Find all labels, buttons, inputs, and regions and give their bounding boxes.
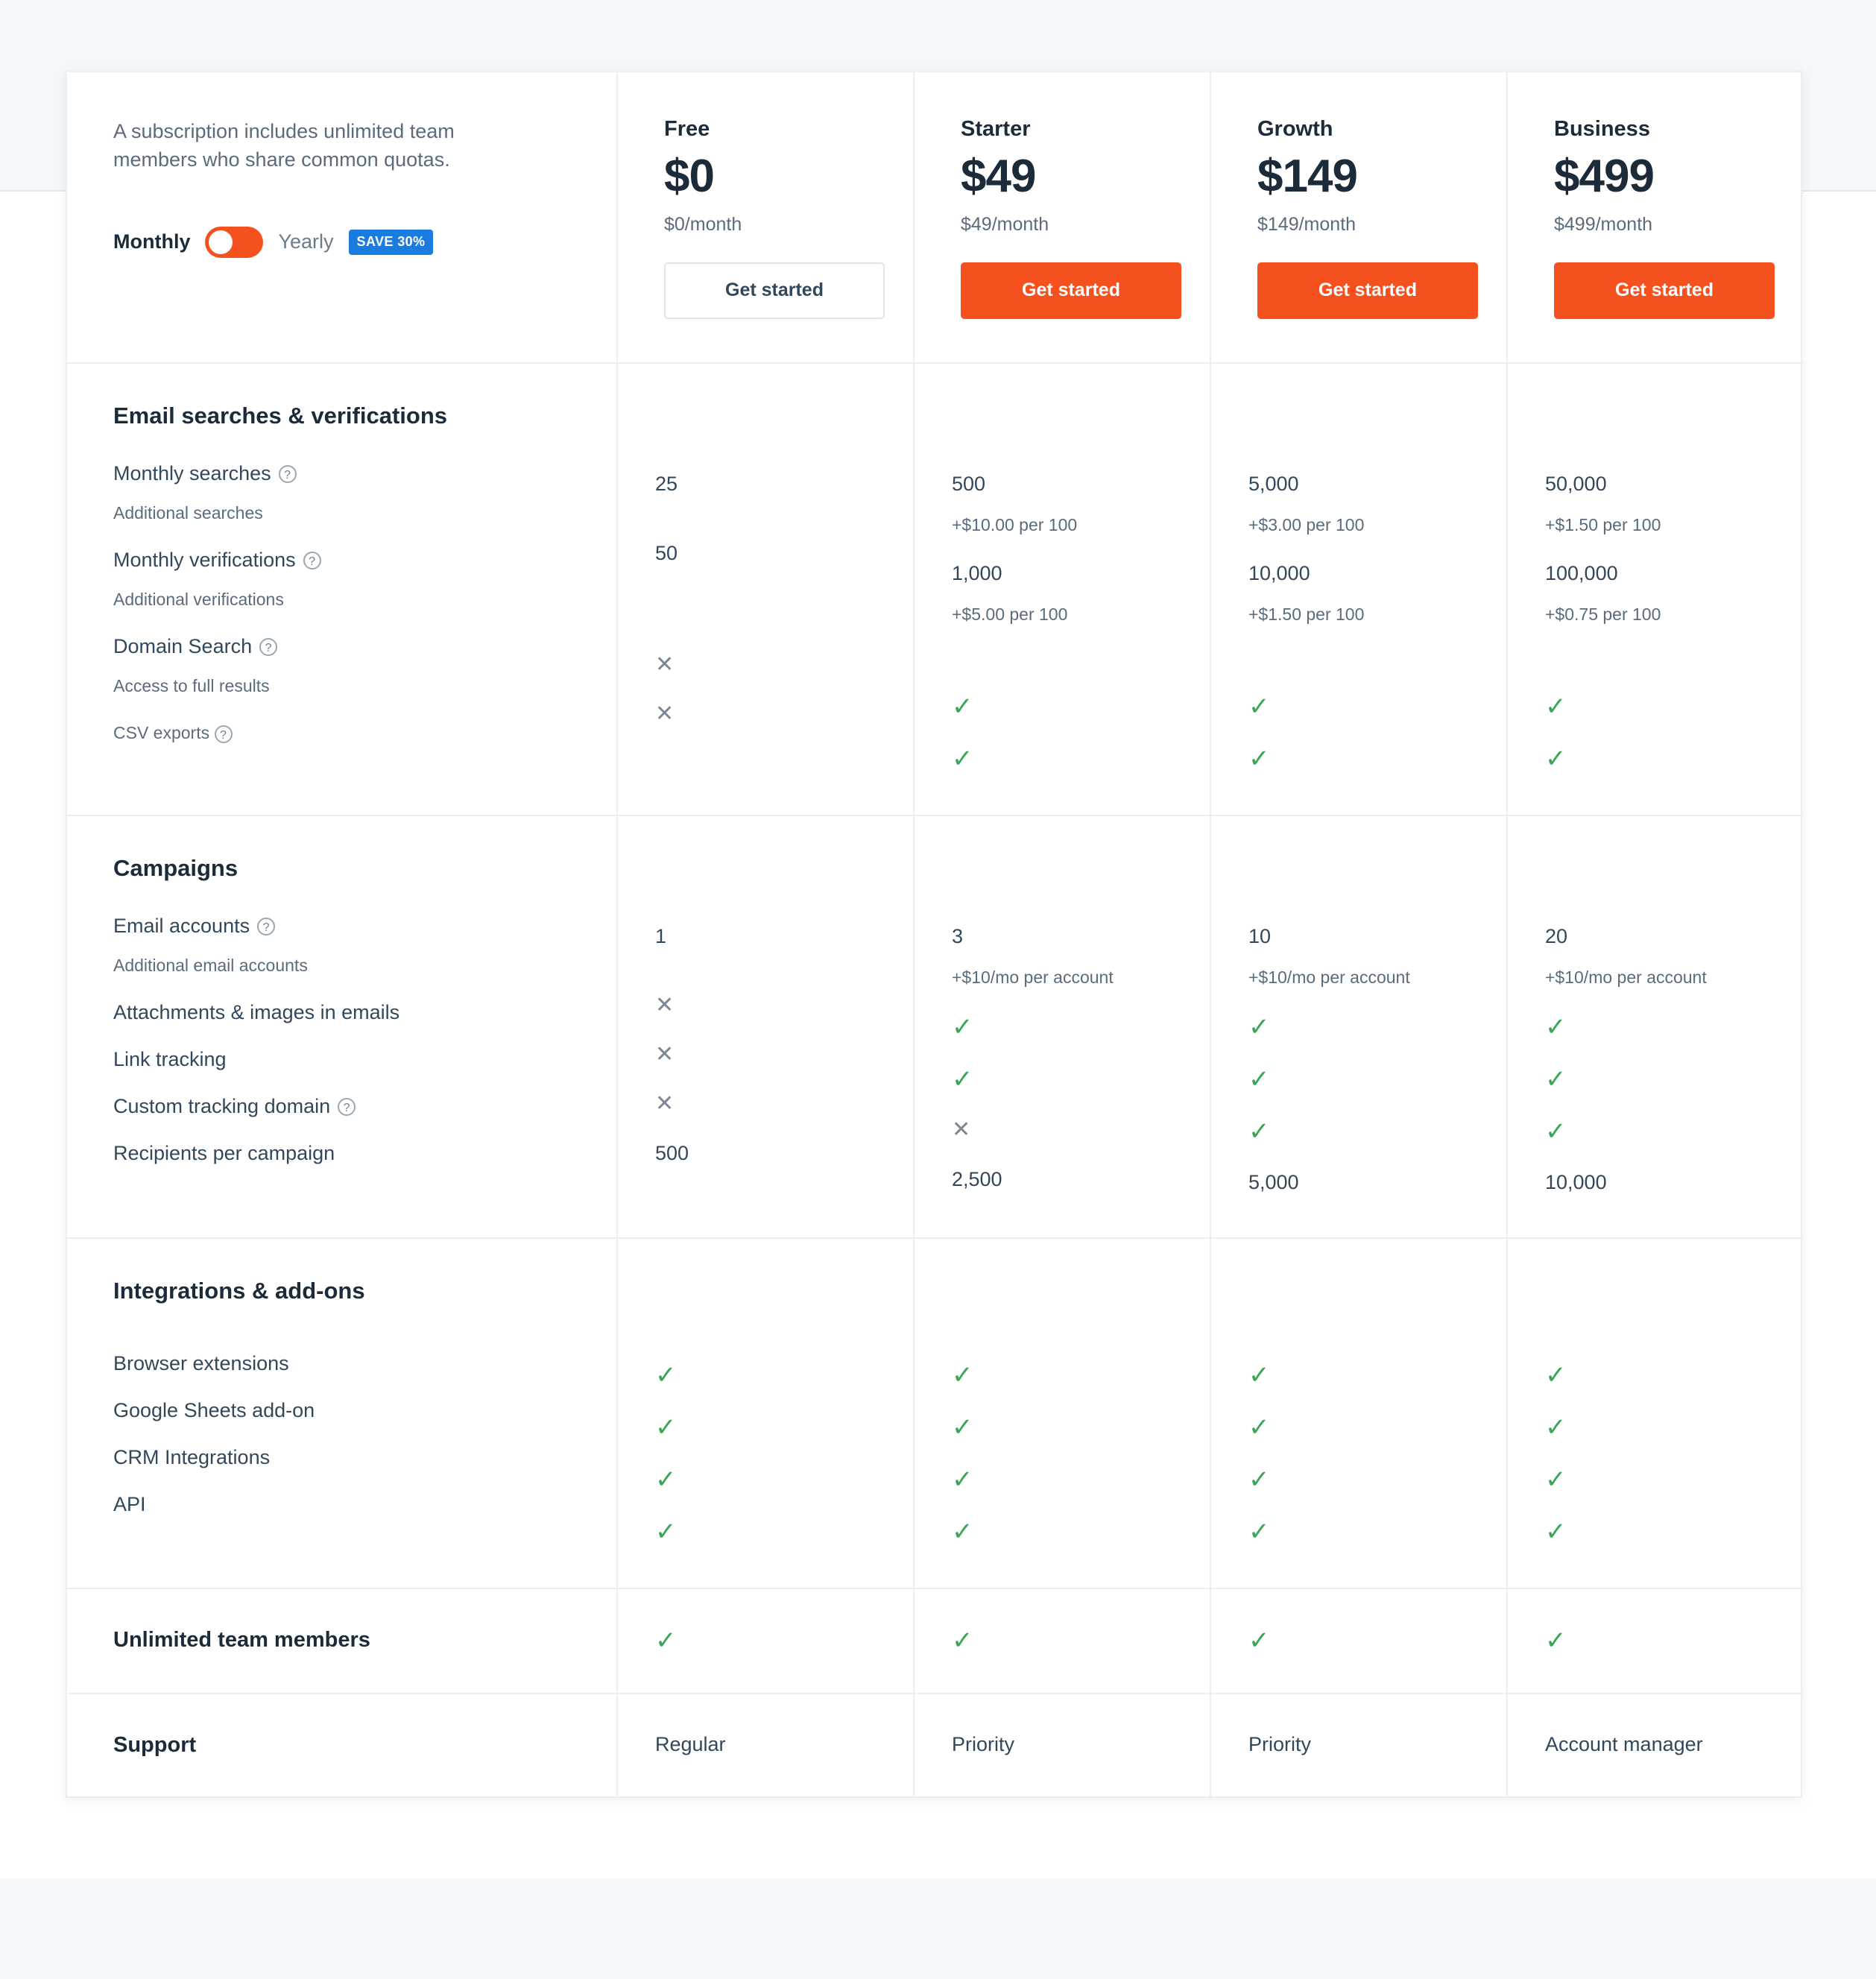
- value-recipients-per-campaign: 500: [655, 1142, 689, 1165]
- value-link-tracking: ✓: [1248, 1065, 1270, 1094]
- value-email-accounts: 1: [655, 925, 667, 948]
- pricing-header-row: [67, 72, 1804, 363]
- value-additional-searches: +$10.00 per 100: [952, 515, 1078, 535]
- monthly-label[interactable]: Monthly: [113, 230, 191, 253]
- feature-browser-extensions: Browser extensions: [113, 1352, 289, 1375]
- plan-name: Starter: [961, 117, 1031, 141]
- save-badge: SAVE 30%: [349, 230, 434, 255]
- section-values-starter-integrations: [914, 1238, 1210, 1588]
- value-monthly-verifications: 10,000: [1248, 562, 1310, 585]
- value-access-full-results: ✓: [1248, 692, 1270, 722]
- feature-domain-search: Domain Search ?: [113, 637, 570, 657]
- section-values-free-email-searches: [617, 363, 914, 815]
- value-additional-email-accounts: +$10/mo per account: [1545, 968, 1707, 988]
- row-unlimited-team-members: [67, 1588, 1804, 1694]
- value-additional-verifications: +$5.00 per 100: [952, 605, 1068, 625]
- value-attachments-images: ✓: [1545, 1013, 1567, 1042]
- value-access-full-results: ✓: [952, 692, 973, 722]
- feature-csv-exports: CSV exports ?: [113, 723, 570, 743]
- billing-period-toggle[interactable]: [113, 227, 570, 258]
- value-csv-exports: ✓: [1248, 745, 1270, 774]
- feature-custom-tracking-domain: Custom tracking domain ?: [113, 1096, 570, 1117]
- section-title: Campaigns: [113, 855, 239, 882]
- section-title: Integrations & add-ons: [113, 1278, 365, 1304]
- value-browser-extensions: ✓: [952, 1361, 973, 1390]
- plan-price: $499: [1554, 151, 1654, 202]
- section-email-searches: [67, 363, 1804, 815]
- get-started-button-starter[interactable]: Get started: [961, 262, 1181, 319]
- subscription-intro-text: A subscription includes unlimited team members who share common quotas.: [113, 120, 455, 171]
- value-unlimited-team-members-business: [1507, 1588, 1804, 1694]
- value-recipients-per-campaign: 2,500: [952, 1168, 1002, 1191]
- value-google-sheets-addon: ✓: [1248, 1413, 1270, 1442]
- value-csv-exports: ✕: [655, 701, 675, 727]
- value-additional-verifications: +$0.75 per 100: [1545, 605, 1661, 625]
- value-support-free: Regular: [617, 1694, 914, 1796]
- value-unlimited-team-members-free: [617, 1588, 914, 1694]
- value-additional-searches: +$3.00 per 100: [1248, 515, 1365, 535]
- value-additional-searches: +$1.50 per 100: [1545, 515, 1661, 535]
- plan-per-month: $149/month: [1257, 214, 1357, 236]
- section-values-growth-integrations: [1210, 1238, 1507, 1588]
- value-crm-integrations: ✓: [1545, 1465, 1567, 1494]
- check-icon: ✓: [1248, 1626, 1270, 1656]
- info-icon[interactable]: ?: [338, 1098, 356, 1116]
- value-unlimited-team-members-growth: [1210, 1588, 1507, 1694]
- value-browser-extensions: ✓: [655, 1361, 677, 1390]
- section-values-business-campaigns: [1507, 815, 1804, 1238]
- value-link-tracking: ✕: [655, 1042, 675, 1067]
- feature-access-full-results: Access to full results: [113, 676, 270, 696]
- feature-additional-email-accounts: Additional email accounts: [113, 956, 308, 976]
- section-values-free-integrations: [617, 1238, 914, 1588]
- info-icon[interactable]: ?: [279, 465, 297, 483]
- feature-unlimited-team-members: Unlimited team members: [113, 1628, 370, 1653]
- value-api: ✓: [655, 1518, 677, 1547]
- value-additional-verifications: +$1.50 per 100: [1248, 605, 1365, 625]
- info-icon[interactable]: ?: [303, 552, 321, 569]
- value-support-starter: Priority: [914, 1694, 1210, 1796]
- plan-header-starter: [914, 72, 1210, 363]
- value-custom-tracking-domain: ✕: [655, 1091, 675, 1117]
- value-email-accounts: 3: [952, 925, 964, 948]
- value-recipients-per-campaign: 10,000: [1545, 1171, 1607, 1194]
- value-custom-tracking-domain: ✕: [952, 1117, 971, 1143]
- check-icon: ✓: [655, 1626, 677, 1656]
- value-browser-extensions: ✓: [1545, 1361, 1567, 1390]
- pricing-card: [66, 71, 1802, 1798]
- value-attachments-images: ✓: [1248, 1013, 1270, 1042]
- get-started-button-growth[interactable]: Get started: [1257, 262, 1478, 319]
- feature-email-accounts: Email accounts ?: [113, 916, 570, 936]
- section-campaigns: [67, 815, 1804, 1238]
- value-google-sheets-addon: ✓: [952, 1413, 973, 1442]
- value-access-full-results: ✕: [655, 652, 675, 678]
- value-crm-integrations: ✓: [655, 1465, 677, 1494]
- value-crm-integrations: ✓: [1248, 1465, 1270, 1494]
- info-icon[interactable]: ?: [257, 918, 275, 935]
- value-custom-tracking-domain: ✓: [1248, 1117, 1270, 1146]
- plan-price: $49: [961, 151, 1036, 202]
- section-features-campaigns: [67, 815, 617, 1238]
- value-api: ✓: [1248, 1518, 1270, 1547]
- switch-knob: [209, 230, 233, 254]
- value-monthly-verifications: 1,000: [952, 562, 1002, 585]
- section-integrations: [67, 1238, 1804, 1588]
- get-started-button-business[interactable]: Get started: [1554, 262, 1775, 319]
- check-icon: ✓: [1545, 1626, 1567, 1656]
- value-monthly-searches: 25: [655, 473, 678, 496]
- plan-name: Free: [664, 117, 710, 141]
- feature-monthly-searches: Monthly searches ?: [113, 464, 570, 484]
- value-monthly-verifications: 50: [655, 542, 678, 565]
- plan-per-month: $49/month: [961, 214, 1049, 236]
- value-support-business: Account manager: [1507, 1694, 1804, 1796]
- section-values-growth-email-searches: [1210, 363, 1507, 815]
- value-google-sheets-addon: ✓: [1545, 1413, 1567, 1442]
- section-features-email-searches: [67, 363, 617, 815]
- feature-link-tracking: Link tracking: [113, 1048, 227, 1071]
- plan-per-month: $499/month: [1554, 214, 1653, 236]
- section-title: Email searches & verifications: [113, 403, 448, 429]
- section-values-free-campaigns: [617, 815, 914, 1238]
- billing-switch[interactable]: [205, 227, 263, 258]
- value-attachments-images: ✕: [655, 993, 675, 1018]
- value-custom-tracking-domain: ✓: [1545, 1117, 1567, 1146]
- pricing-table: [67, 72, 1804, 1796]
- value-api: ✓: [952, 1518, 973, 1547]
- value-google-sheets-addon: ✓: [655, 1413, 677, 1442]
- get-started-button-free[interactable]: Get started: [664, 262, 885, 319]
- section-features-integrations: [67, 1238, 617, 1588]
- plan-price: $149: [1257, 151, 1357, 202]
- value-browser-extensions: ✓: [1248, 1361, 1270, 1390]
- plan-name: Growth: [1257, 117, 1333, 141]
- value-monthly-searches: 50,000: [1545, 473, 1607, 496]
- feature-attachments-images: Attachments & images in emails: [113, 1001, 400, 1024]
- value-csv-exports: ✓: [1545, 745, 1567, 774]
- value-attachments-images: ✓: [952, 1013, 973, 1042]
- value-unlimited-team-members-starter: [914, 1588, 1210, 1694]
- plan-price: $0: [664, 151, 714, 202]
- plan-header-growth: [1210, 72, 1507, 363]
- value-monthly-verifications: 100,000: [1545, 562, 1618, 585]
- page-background-strip: [0, 1878, 1876, 1979]
- feature-additional-searches: Additional searches: [113, 503, 263, 523]
- value-email-accounts: 20: [1545, 925, 1568, 948]
- value-csv-exports: ✓: [952, 745, 973, 774]
- check-icon: ✓: [952, 1626, 973, 1656]
- feature-api: API: [113, 1493, 146, 1516]
- plan-per-month: $0/month: [664, 214, 742, 236]
- value-link-tracking: ✓: [952, 1065, 973, 1094]
- value-api: ✓: [1545, 1518, 1567, 1547]
- info-icon[interactable]: ?: [215, 725, 233, 743]
- feature-crm-integrations: CRM Integrations: [113, 1446, 271, 1469]
- value-monthly-searches: 500: [952, 473, 986, 496]
- section-values-growth-campaigns: [1210, 815, 1507, 1238]
- value-monthly-searches: 5,000: [1248, 473, 1299, 496]
- section-values-business-email-searches: [1507, 363, 1804, 815]
- billing-toggle-cell: [67, 72, 617, 363]
- row-support: [67, 1694, 1804, 1796]
- plan-header-business: [1507, 72, 1804, 363]
- value-support-growth: Priority: [1210, 1694, 1507, 1796]
- feature-support: Support: [113, 1733, 197, 1758]
- value-email-accounts: 10: [1248, 925, 1272, 948]
- value-additional-email-accounts: +$10/mo per account: [1248, 968, 1410, 988]
- section-values-starter-campaigns: [914, 815, 1210, 1238]
- feature-recipients-per-campaign: Recipients per campaign: [113, 1142, 335, 1165]
- plan-header-free: [617, 72, 914, 363]
- value-access-full-results: ✓: [1545, 692, 1567, 722]
- value-crm-integrations: ✓: [952, 1465, 973, 1494]
- section-values-business-integrations: [1507, 1238, 1804, 1588]
- yearly-label[interactable]: Yearly: [278, 230, 334, 253]
- value-recipients-per-campaign: 5,000: [1248, 1171, 1299, 1194]
- feature-monthly-verifications: Monthly verifications ?: [113, 550, 570, 570]
- value-link-tracking: ✓: [1545, 1065, 1567, 1094]
- value-additional-email-accounts: +$10/mo per account: [952, 968, 1114, 988]
- feature-google-sheets-addon: Google Sheets add-on: [113, 1399, 315, 1422]
- info-icon[interactable]: ?: [259, 638, 277, 656]
- section-values-starter-email-searches: [914, 363, 1210, 815]
- plan-name: Business: [1554, 117, 1650, 141]
- feature-additional-verifications: Additional verifications: [113, 590, 284, 610]
